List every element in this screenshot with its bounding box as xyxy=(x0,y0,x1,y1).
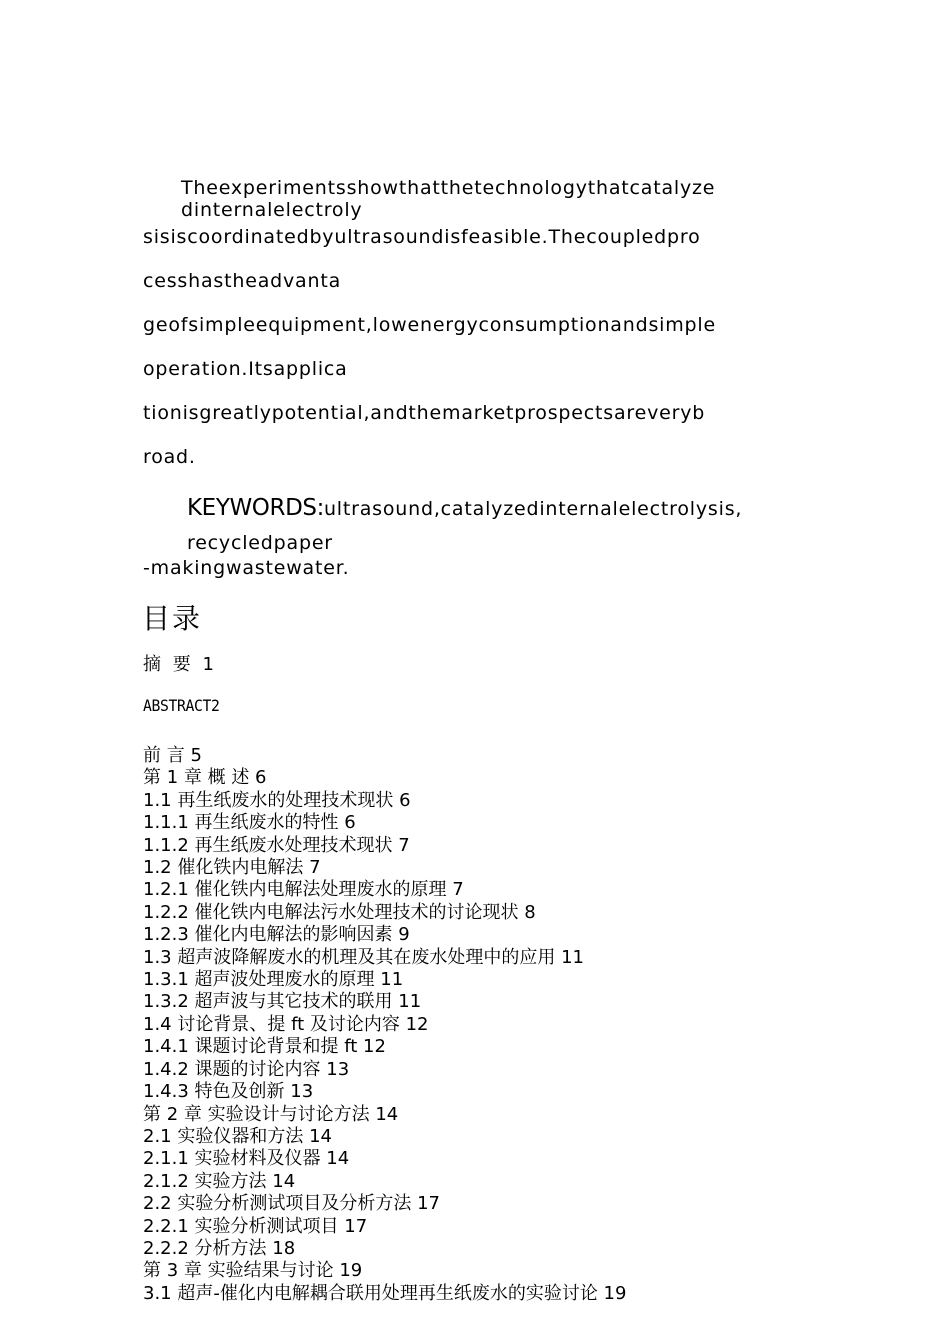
abstract-line: geofsimpleequipment,lowenergyconsumptionandsimple xyxy=(143,314,716,336)
abstract-line: tionisgreatlypotential,andthemarketprospectsareveryb xyxy=(143,402,706,424)
toc-entry[interactable]: 第 2 章 实验设计与讨论方法 14 xyxy=(143,1103,399,1125)
toc-entry[interactable]: 2.2.1 实验分析测试项目 17 xyxy=(143,1215,368,1237)
toc-entry[interactable]: 1.2 催化铁内电解法 7 xyxy=(143,857,321,879)
toc-entry[interactable]: 2.1.2 实验方法 14 xyxy=(143,1170,296,1192)
abstract-line: sisiscoordinatedbyultrasoundisfeasible.Thecoupledpro xyxy=(143,226,701,248)
toc-entry[interactable]: 第 1 章 概 述 6 xyxy=(143,767,267,789)
toc-entry[interactable]: 2.1.1 实验材料及仪器 14 xyxy=(143,1148,350,1170)
toc-entry[interactable]: 3.1 超声-催化内电解耦合联用处理再生纸废水的实验讨论 19 xyxy=(143,1282,627,1304)
toc-entry[interactable]: 1.4 讨论背景、提 ft 及讨论内容 12 xyxy=(143,1013,429,1035)
toc-entry[interactable]: ABSTRACT2 xyxy=(143,696,220,715)
toc-entry[interactable]: 摘 要 1 xyxy=(143,654,217,675)
keywords-text: recycledpaper xyxy=(187,532,333,554)
abstract-line: road. xyxy=(143,446,196,468)
abstract-line: Theexperimentsshowthatthetechnologythatcatalyze xyxy=(181,177,716,199)
keywords-line xyxy=(187,495,742,521)
abstract-line: cesshastheadvanta xyxy=(143,270,342,292)
toc-entry[interactable]: 1.3.2 超声波与其它技术的联用 11 xyxy=(143,991,422,1013)
abstract-line: operation.Itsapplica xyxy=(143,358,348,380)
toc-entry[interactable]: 1.1 再生纸废水的处理技术现状 6 xyxy=(143,789,411,811)
toc-entry[interactable]: 1.2.3 催化内电解法的影响因素 9 xyxy=(143,924,410,946)
toc-entry[interactable]: 1.2.1 催化铁内电解法处理废水的原理 7 xyxy=(143,879,464,901)
toc-entry[interactable]: 1.4.2 课题的讨论内容 13 xyxy=(143,1058,350,1080)
keywords-text: ultrasound,catalyzedinternalelectrolysis, xyxy=(323,498,743,520)
keywords-text: -makingwastewater. xyxy=(143,557,350,579)
toc-entry[interactable]: 2.1 实验仪器和方法 14 xyxy=(143,1125,332,1147)
toc-entry[interactable]: 2.2 实验分析测试项目及分析方法 17 xyxy=(143,1193,440,1215)
toc-entry[interactable]: 1.4.3 特色及创新 13 xyxy=(143,1081,314,1103)
toc-entry[interactable]: 1.3.1 超声波处理废水的原理 11 xyxy=(143,969,404,991)
toc-entry[interactable]: 1.4.1 课题讨论背景和提 ft 12 xyxy=(143,1036,386,1058)
toc-entry[interactable]: 1.2.2 催化铁内电解法污水处理技术的讨论现状 8 xyxy=(143,901,536,923)
toc-entry[interactable]: 1.1.2 再生纸废水处理技术现状 7 xyxy=(143,834,410,856)
keywords-label: KEYWORDS: xyxy=(187,495,324,521)
toc-entry[interactable]: 1.3 超声波降解废水的机理及其在废水处理中的应用 11 xyxy=(143,946,584,968)
toc-entry[interactable]: 2.2.2 分析方法 18 xyxy=(143,1237,296,1259)
toc-entry[interactable]: 前 言 5 xyxy=(143,745,202,766)
abstract-line: dinternalelectroly xyxy=(181,199,363,221)
toc-entry[interactable]: 1.1.1 再生纸废水的特性 6 xyxy=(143,812,356,834)
toc-entry[interactable]: 第 3 章 实验结果与讨论 19 xyxy=(143,1260,363,1282)
toc-heading: 目录 xyxy=(142,602,203,635)
toc-list xyxy=(143,745,626,1305)
